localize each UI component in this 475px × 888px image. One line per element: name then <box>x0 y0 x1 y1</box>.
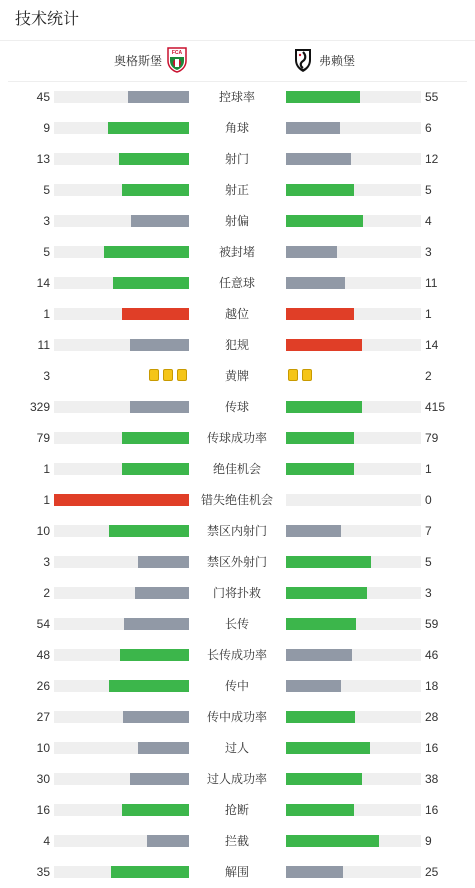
away-team-logo <box>293 47 313 78</box>
home-stat-bar-fill <box>54 494 189 506</box>
away-stat-bar <box>286 153 421 165</box>
stat-row <box>0 361 475 392</box>
away-stat-bar-fill <box>286 804 354 816</box>
away-stat-bar <box>286 742 421 754</box>
away-stat-bar <box>286 711 421 723</box>
home-stat-value: 11 <box>37 338 50 352</box>
stat-label: 禁区外射门 <box>206 555 267 569</box>
away-stat-bar <box>286 835 421 847</box>
home-stat-bar <box>54 153 189 165</box>
home-stat-bar <box>54 277 189 289</box>
stat-label: 传中 <box>224 679 249 693</box>
home-stat-bar <box>54 215 189 227</box>
away-stat-bar <box>286 432 421 444</box>
home-stat-bar-fill <box>138 742 189 754</box>
yellow-card-icon <box>149 369 159 381</box>
home-team-name: 奥格斯堡 <box>113 54 162 68</box>
home-stat-value: 27 <box>36 710 50 724</box>
away-stat-bar <box>286 494 421 506</box>
home-stat-bar <box>54 494 189 506</box>
away-stat-value: 415 <box>425 400 446 414</box>
away-stat-value: 5 <box>425 183 432 197</box>
home-stat-bar-fill <box>138 556 189 568</box>
stat-label: 传球 <box>224 400 249 414</box>
home-stat-bar <box>54 680 189 692</box>
home-stat-bar-fill <box>128 91 189 103</box>
away-stat-bar-fill <box>286 866 343 878</box>
home-stat-value: 5 <box>43 183 50 197</box>
home-stat-value: 1 <box>43 493 50 507</box>
away-stat-bar-fill <box>286 463 354 475</box>
stat-row <box>0 826 475 857</box>
away-stat-value: 38 <box>425 772 439 786</box>
stat-row <box>0 733 475 764</box>
away-stat-value: 5 <box>425 555 432 569</box>
away-stat-bar <box>286 649 421 661</box>
home-stat-bar <box>54 618 189 630</box>
stat-row <box>0 857 475 888</box>
away-stat-value: 1 <box>425 307 432 321</box>
home-stat-bar <box>54 432 189 444</box>
away-stat-bar <box>286 308 421 320</box>
away-stat-bar <box>286 525 421 537</box>
stat-row <box>0 578 475 609</box>
home-stat-bar <box>54 184 189 196</box>
stat-row <box>0 609 475 640</box>
stat-label: 长传 <box>224 617 249 631</box>
home-stat-value: 26 <box>36 679 50 693</box>
away-stat-value: 11 <box>425 276 438 290</box>
stat-label: 控球率 <box>218 90 255 104</box>
home-stat-bar-fill <box>109 525 189 537</box>
stat-row <box>0 82 475 113</box>
away-stat-value: 79 <box>425 431 439 445</box>
away-stat-bar-fill <box>286 215 363 227</box>
away-stat-bar <box>286 91 421 103</box>
home-stat-value: 48 <box>36 648 50 662</box>
stat-row <box>0 516 475 547</box>
stat-label: 射正 <box>224 183 249 197</box>
stat-row <box>0 671 475 702</box>
away-yellow-cards <box>286 369 314 383</box>
away-stat-bar-fill <box>286 153 351 165</box>
home-logo-text: FCA <box>171 50 183 56</box>
away-stat-bar-fill <box>286 680 341 692</box>
home-stat-value: 10 <box>36 741 50 755</box>
away-stat-bar-fill <box>286 742 370 754</box>
home-stat-bar-fill <box>120 649 189 661</box>
stat-label: 任意球 <box>218 276 255 290</box>
stat-row <box>0 206 475 237</box>
stat-row <box>0 268 475 299</box>
away-stat-bar-fill <box>286 649 352 661</box>
home-stat-bar <box>54 463 189 475</box>
stat-row <box>0 547 475 578</box>
away-stat-bar-fill <box>286 401 362 413</box>
stat-label: 过人 <box>224 741 249 755</box>
stat-row <box>0 237 475 268</box>
stat-row <box>0 764 475 795</box>
away-stat-bar-fill <box>286 277 345 289</box>
home-stat-value: 1 <box>43 462 50 476</box>
stat-label: 解围 <box>224 865 249 879</box>
stat-label: 越位 <box>224 307 249 321</box>
home-stat-value: 9 <box>43 121 50 135</box>
away-stat-value: 3 <box>425 245 432 259</box>
yellow-card-icon <box>177 369 187 381</box>
away-stat-bar <box>286 122 421 134</box>
away-stat-bar <box>286 773 421 785</box>
away-team-name: 弗赖堡 <box>319 54 356 68</box>
home-stat-value: 3 <box>43 214 50 228</box>
away-stat-bar <box>286 339 421 351</box>
away-stat-value: 55 <box>425 90 439 104</box>
stat-row <box>0 485 475 516</box>
home-stat-bar <box>54 308 189 320</box>
stat-row <box>0 423 475 454</box>
home-stat-value: 4 <box>43 834 50 848</box>
home-stat-bar-fill <box>108 122 189 134</box>
home-stat-value: 45 <box>36 90 50 104</box>
home-stat-bar-fill <box>122 463 190 475</box>
away-stat-bar-fill <box>286 308 354 320</box>
stat-label: 射偏 <box>224 214 249 228</box>
stat-label: 犯规 <box>224 338 249 352</box>
home-stat-bar <box>54 401 189 413</box>
home-stat-value: 54 <box>36 617 50 631</box>
home-stat-value: 79 <box>36 431 50 445</box>
home-stat-bar-fill <box>111 866 189 878</box>
away-stat-value: 14 <box>425 338 439 352</box>
away-stat-bar <box>286 680 421 692</box>
home-stat-bar-fill <box>130 339 189 351</box>
away-stat-bar-fill <box>286 556 371 568</box>
away-stat-value: 46 <box>425 648 439 662</box>
home-stat-bar <box>54 773 189 785</box>
home-stat-value: 14 <box>36 276 50 290</box>
home-stat-bar <box>54 742 189 754</box>
away-stat-value: 9 <box>425 834 432 848</box>
home-stat-value: 10 <box>36 524 50 538</box>
home-stat-bar-fill <box>122 308 190 320</box>
away-stat-bar <box>286 804 421 816</box>
stat-row <box>0 144 475 175</box>
stat-label: 长传成功率 <box>206 648 267 662</box>
home-stat-bar <box>54 246 189 258</box>
home-stat-bar-fill <box>104 246 189 258</box>
stat-label: 射门 <box>224 152 249 166</box>
home-stat-bar <box>54 711 189 723</box>
stat-label: 传球成功率 <box>206 431 267 445</box>
home-stat-bar <box>54 91 189 103</box>
stat-label: 过人成功率 <box>206 772 267 786</box>
stat-row <box>0 640 475 671</box>
away-stat-bar-fill <box>286 773 362 785</box>
stat-row <box>0 330 475 361</box>
home-stat-value: 13 <box>36 152 50 166</box>
home-stat-value: 30 <box>36 772 50 786</box>
stat-label: 传中成功率 <box>206 710 267 724</box>
yellow-card-icon <box>163 369 173 381</box>
away-stat-value: 6 <box>425 121 432 135</box>
home-stat-bar-fill <box>122 432 190 444</box>
away-stat-bar <box>286 401 421 413</box>
home-team-logo <box>167 47 187 78</box>
home-stat-bar-fill <box>113 277 189 289</box>
stat-row <box>0 702 475 733</box>
stat-label: 黄牌 <box>224 369 249 383</box>
stat-row <box>0 795 475 826</box>
away-stat-value: 12 <box>425 152 439 166</box>
stat-row <box>0 113 475 144</box>
away-stat-bar <box>286 463 421 475</box>
home-stat-bar <box>54 835 189 847</box>
teams-header <box>0 41 475 81</box>
home-stat-value: 3 <box>43 369 50 383</box>
away-stat-value: 2 <box>425 369 432 383</box>
away-stat-bar-fill <box>286 91 360 103</box>
away-stat-bar-fill <box>286 525 341 537</box>
stat-label: 错失绝佳机会 <box>200 493 273 507</box>
home-stat-bar <box>54 122 189 134</box>
away-stat-bar-fill <box>286 122 340 134</box>
home-stat-bar-fill <box>131 215 189 227</box>
away-stat-bar-fill <box>286 711 355 723</box>
away-stat-value: 25 <box>425 865 439 879</box>
home-stat-bar-fill <box>122 804 190 816</box>
home-stat-bar-fill <box>135 587 189 599</box>
away-stat-bar-fill <box>286 835 379 847</box>
home-yellow-cards <box>147 369 189 383</box>
away-stat-value: 0 <box>425 493 432 507</box>
home-stat-bar-fill <box>122 184 190 196</box>
home-stat-value: 1 <box>43 307 50 321</box>
home-stat-bar <box>54 525 189 537</box>
home-stat-bar <box>54 339 189 351</box>
home-stat-value: 35 <box>36 865 50 879</box>
away-stat-bar-fill <box>286 184 354 196</box>
away-stat-bar <box>286 277 421 289</box>
stat-label: 禁区内射门 <box>206 524 267 538</box>
yellow-card-icon <box>288 369 298 381</box>
home-stat-bar <box>54 804 189 816</box>
away-stat-bar <box>286 618 421 630</box>
stat-label: 拦截 <box>224 834 249 848</box>
away-stat-bar-fill <box>286 339 362 351</box>
away-stat-bar <box>286 246 421 258</box>
away-stat-value: 4 <box>425 214 432 228</box>
away-stat-bar-fill <box>286 618 356 630</box>
away-stat-bar <box>286 215 421 227</box>
home-stat-value: 3 <box>43 555 50 569</box>
home-stat-bar-fill <box>109 680 189 692</box>
stat-row <box>0 392 475 423</box>
home-stat-value: 5 <box>43 245 50 259</box>
stat-label: 角球 <box>224 121 249 135</box>
away-stat-value: 3 <box>425 586 432 600</box>
away-stat-value: 16 <box>425 741 439 755</box>
stat-row <box>0 299 475 330</box>
home-stat-bar-fill <box>123 711 189 723</box>
home-stat-value: 2 <box>43 586 50 600</box>
away-stat-value: 59 <box>425 617 439 631</box>
stat-row <box>0 454 475 485</box>
stat-label: 抢断 <box>224 803 249 817</box>
away-stat-bar <box>286 184 421 196</box>
home-stat-bar <box>54 587 189 599</box>
yellow-card-icon <box>302 369 312 381</box>
away-stat-bar-fill <box>286 246 337 258</box>
stat-label: 门将扑救 <box>212 586 261 600</box>
home-stat-bar <box>54 556 189 568</box>
away-stat-bar <box>286 556 421 568</box>
away-stat-value: 7 <box>425 524 432 538</box>
home-stat-bar-fill <box>119 153 189 165</box>
home-stat-bar-fill <box>130 401 189 413</box>
away-stat-bar-fill <box>286 587 367 599</box>
home-stat-bar <box>54 866 189 878</box>
home-stat-bar <box>54 649 189 661</box>
away-stat-value: 18 <box>425 679 439 693</box>
away-stat-bar <box>286 866 421 878</box>
away-stat-value: 28 <box>425 710 439 724</box>
home-stat-bar-fill <box>124 618 189 630</box>
away-stat-bar <box>286 587 421 599</box>
page-title: 技术统计 <box>15 11 80 28</box>
home-stat-value: 329 <box>29 400 50 414</box>
stat-row <box>0 175 475 206</box>
away-stat-value: 1 <box>425 462 432 476</box>
away-stat-bar-fill <box>286 432 354 444</box>
home-stat-value: 16 <box>36 803 50 817</box>
home-stat-bar-fill <box>130 773 189 785</box>
away-stat-value: 16 <box>425 803 439 817</box>
home-stat-bar-fill <box>147 835 189 847</box>
stats-list <box>0 82 475 888</box>
stat-label: 被封堵 <box>218 245 255 259</box>
stat-label: 绝佳机会 <box>212 462 261 476</box>
